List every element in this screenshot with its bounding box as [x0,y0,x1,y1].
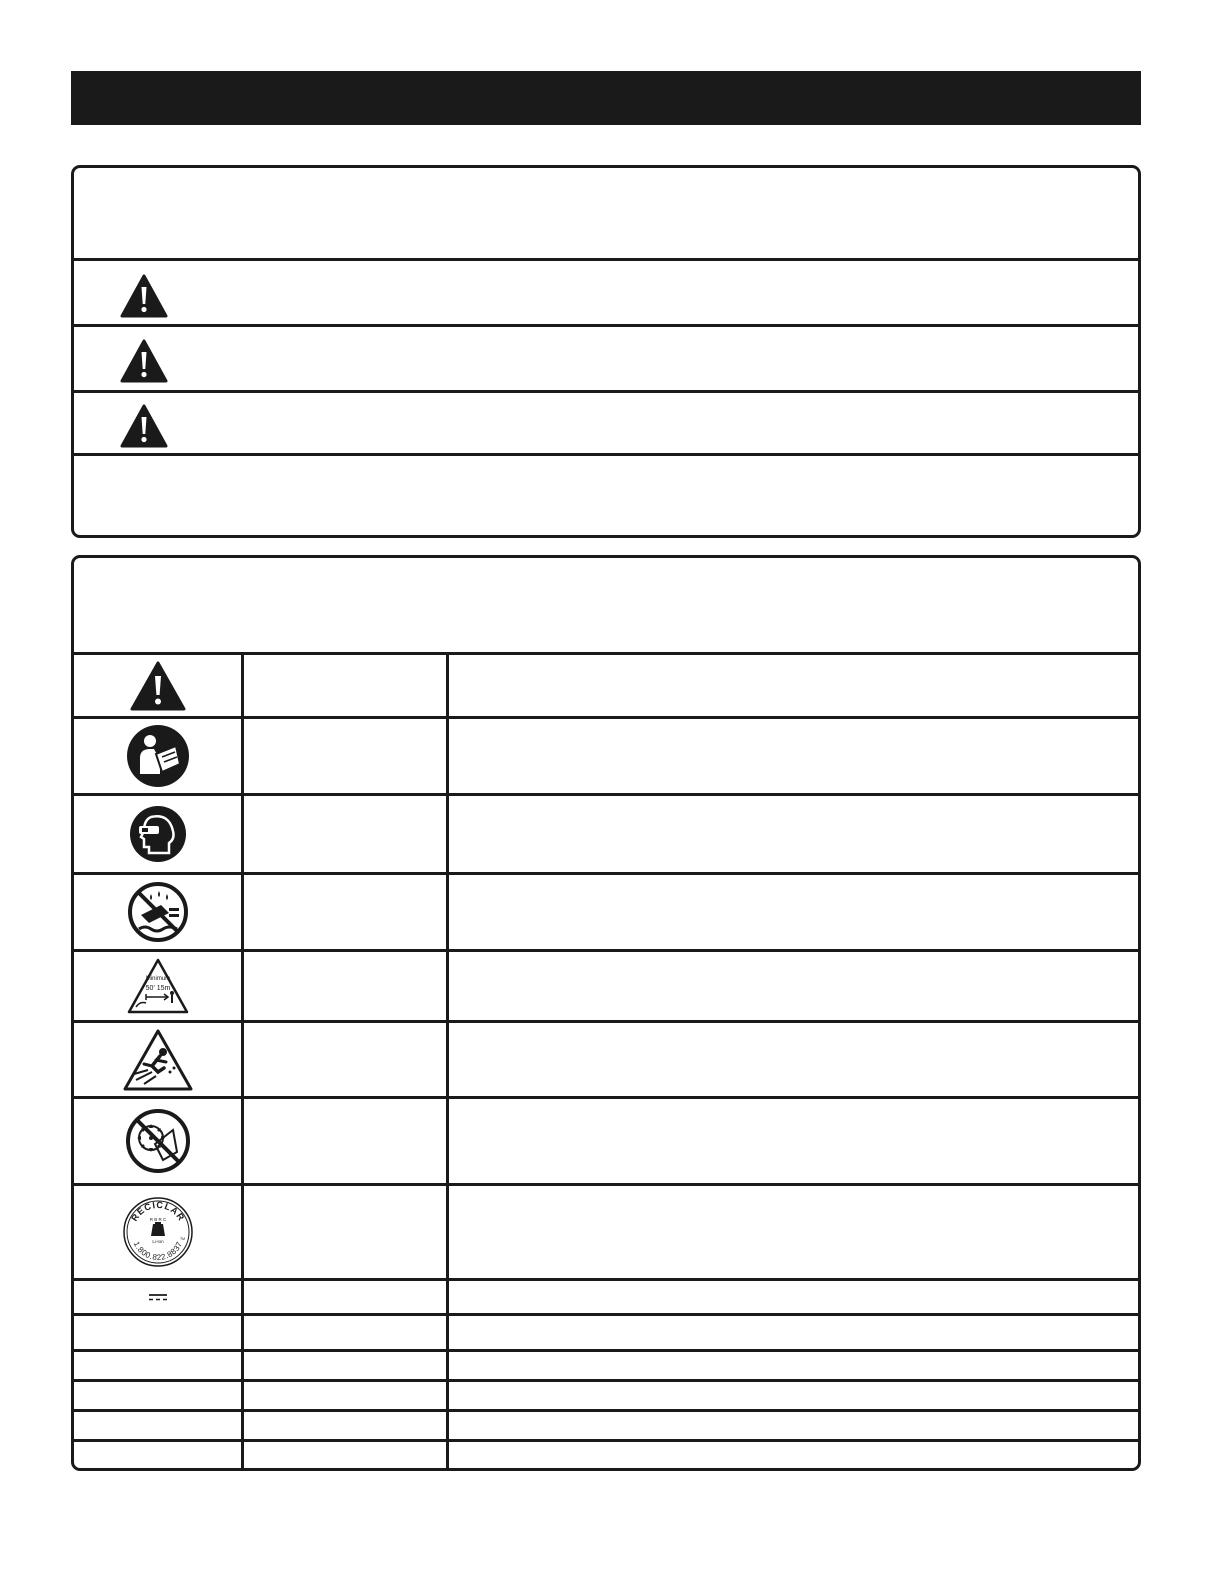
section-header-bar [71,71,1141,125]
row-divider [74,1349,1138,1352]
warning-triangle-icon [74,655,241,716]
column-divider [446,652,449,1468]
warning-triangle-icon [114,333,174,388]
eye-protection-icon [74,796,241,872]
column-divider [241,652,244,1468]
seal-phone-text: 1.800.822.8837 [131,1240,184,1263]
symbols-table-box [71,555,1141,1471]
warning-triangle-icon [114,398,174,453]
divider [74,324,1138,327]
rbrc-recycle-seal-icon [74,1186,241,1278]
seal-top-text: RECICLAR [128,1199,187,1224]
signal-words-box [71,165,1141,538]
direct-current-icon [74,1281,241,1313]
keep-bystanders-away-icon [74,952,241,1020]
warning-triangle-icon [114,268,174,323]
row-divider [74,1313,1138,1316]
bystander-minimum-label: Minimum [145,976,170,982]
no-blade-icon [74,1099,241,1183]
divider [74,453,1138,456]
read-manual-icon [74,719,241,793]
seal-letters: R B R C [149,1217,166,1222]
divider [74,258,1138,261]
seal-chem: Li-Ion [151,1239,164,1244]
row-divider [74,1439,1138,1442]
seal-tm: TM [179,1237,185,1241]
no-rain-icon [74,875,241,949]
row-divider [74,1409,1138,1412]
bystander-distance-label: 50' 15m [145,985,170,992]
divider [74,390,1138,393]
row-divider [74,1379,1138,1382]
thrown-objects-icon [74,1023,241,1096]
